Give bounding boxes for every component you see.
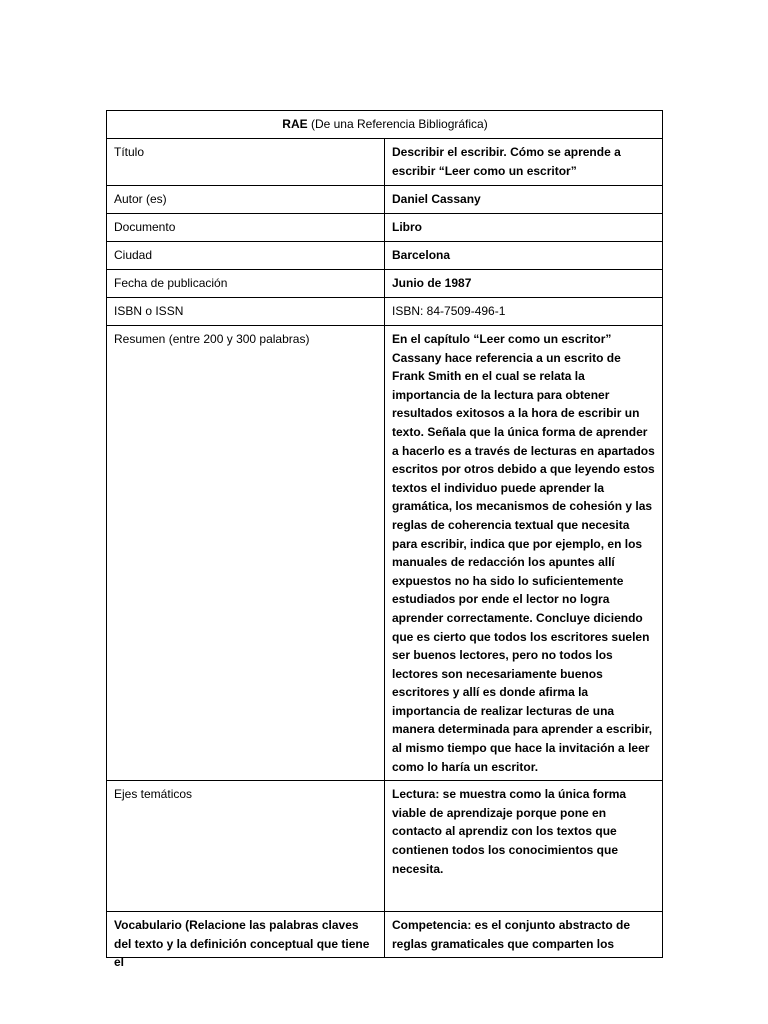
row-vocabulario <box>107 912 663 958</box>
value-ciudad: Barcelona <box>385 242 663 270</box>
row-resumen <box>107 326 663 781</box>
label-documento: Documento <box>107 214 385 242</box>
table-header-row <box>107 111 663 139</box>
label-isbn: ISBN o ISSN <box>107 298 385 326</box>
label-titulo: Título <box>107 139 385 186</box>
row-fecha <box>107 270 663 298</box>
label-resumen: Resumen (entre 200 y 300 palabras) <box>107 326 385 781</box>
row-autor <box>107 186 663 214</box>
table-header <box>107 111 663 139</box>
rae-table <box>106 110 663 970</box>
header-subtitle: (De una Referencia Bibliográfica) <box>307 117 488 131</box>
row-ejes <box>107 781 663 912</box>
row-titulo <box>107 139 663 186</box>
value-ejes: Lectura: se muestra como la única forma viable de aprendizaje porque pone en contacto al aprendiz con los textos que contienen todos los conocimientos que necesita. <box>385 781 663 912</box>
label-autor: Autor (es) <box>107 186 385 214</box>
value-resumen: En el capítulo “Leer como un escritor” Cassany hace referencia a un escrito de Frank Smith en el cual se relata la importancia de la lectura para obtener resultados exitosos a la hora de escribir un texto. Señala que la única forma de aprender a hacerlo es a través de lecturas en apartados escritos por otros debido a que leyendo estos textos el individuo puede aprender la gramática, los mecanismos de cohesión y las reglas de coherencia textual que necesita para escribir, indica que por ejemplo, en los manuales de redacción los apuntes allí expuestos no ha sido lo suficientemente estudiados por ende el lector no logra aprender correctamente. Concluye diciendo que es cierto que todos los escritores suelen ser buenos lectores, pero no todos los lectores son necesariamente buenos escritores y allí es donde afirma la importancia de realizar lecturas de una manera determinada para aprender a escribir, al mismo tiempo que hace la invitación a leer como lo haría un escritor. <box>385 326 663 781</box>
value-vocabulario-text: Competencia: es el conjunto abstracto de reglas gramaticales que comparten los <box>392 918 631 951</box>
row-ciudad <box>107 242 663 270</box>
value-documento: Libro <box>385 214 663 242</box>
row-documento <box>107 214 663 242</box>
label-ciudad: Ciudad <box>107 242 385 270</box>
label-fecha: Fecha de publicación <box>107 270 385 298</box>
value-vocabulario <box>385 912 663 958</box>
label-vocabulario <box>107 912 385 970</box>
header-rae: RAE <box>282 117 308 131</box>
value-isbn: ISBN: 84-7509-496-1 <box>385 298 663 326</box>
value-fecha: Junio de 1987 <box>385 270 663 298</box>
row-isbn <box>107 298 663 326</box>
label-vocabulario-text: Vocabulario (Relacione las palabras claves del texto y la definición conceptual que tiene el <box>114 918 370 970</box>
value-titulo: Describir el escribir. Cómo se aprende a escribir “Leer como un escritor” <box>385 139 663 186</box>
value-autor: Daniel Cassany <box>385 186 663 214</box>
label-ejes: Ejes temáticos <box>107 781 385 912</box>
